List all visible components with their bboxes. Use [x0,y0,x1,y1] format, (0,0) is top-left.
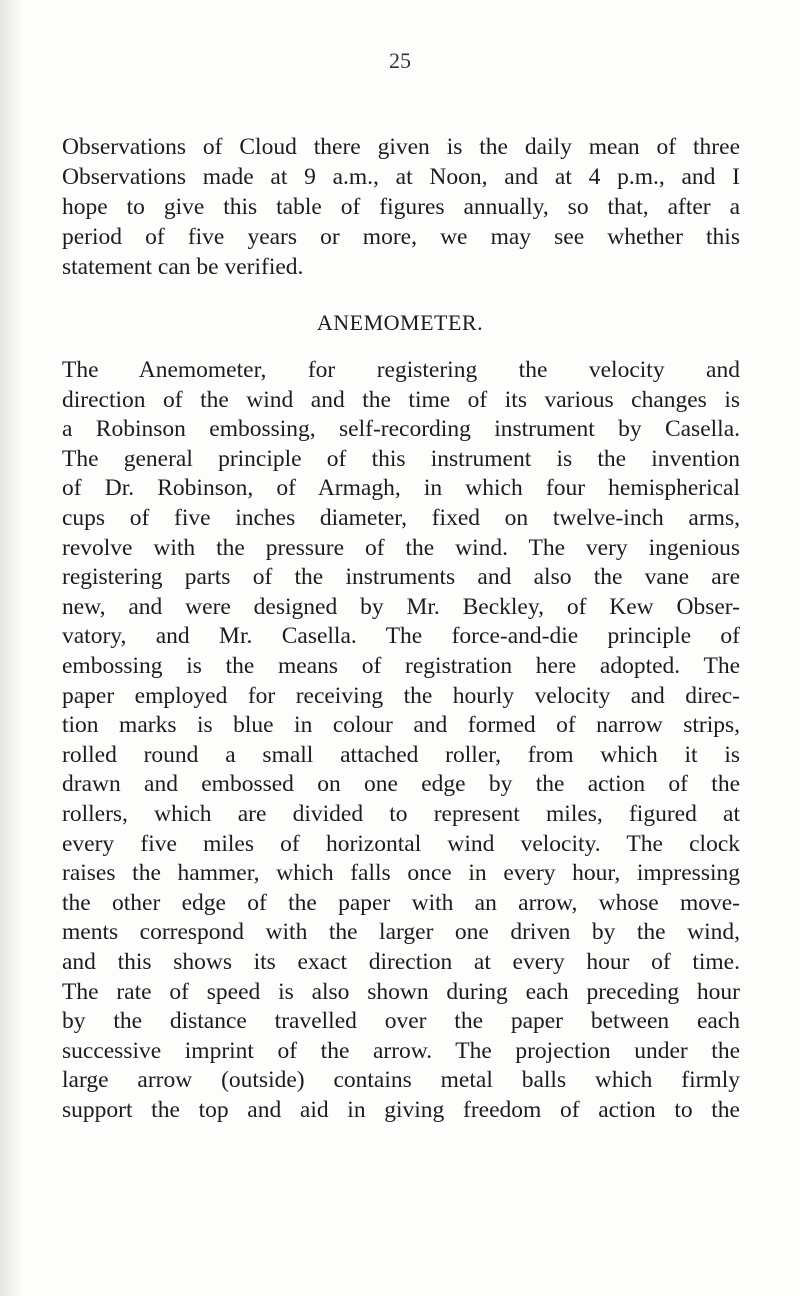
text-line: embossing is the means of registration here adopted. The [62,653,740,679]
text-line: the other edge of the paper with an arrow, whose move- [62,889,740,916]
text-line: and this shows its exact direction at every hour of time. [62,949,740,975]
text-line: raises the hammer, which falls once in every hour, impressing [62,860,740,887]
text-line: The general principle of this instrument is the invention [62,445,740,472]
text-line: cups of five inches diameter, fixed on twelve-inch arms, [62,505,740,531]
text-line: registering parts of the instruments and also the vane are [62,564,740,591]
text-line: Observations made at 9 a.m., at Noon, and at 4 p.m., and I [62,164,740,190]
text-line: direction of the wind and the time of its various changes is [62,386,740,413]
text-line: successive imprint of the arrow. The projection under the [62,1037,740,1064]
text-line: rolled round a small attached roller, from which it is [62,741,740,768]
text-line: Observations of Cloud there given is the daily mean of three [62,134,740,160]
text-line: large arrow (outside) contains metal balls which firmly [62,1067,740,1094]
text-line: paper employed for receiving the hourly velocity and direc- [62,682,740,709]
text-line: ments correspond with the larger one driven by the wind, [62,919,740,946]
text-line: new, and were designed by Mr. Beckley, of Kew Obser- [62,593,740,620]
text-line: every five miles of horizontal wind velocity. The clock [62,830,740,857]
scan-edge-shadow [0,0,22,1296]
text-line: drawn and embossed on one edge by the action of the [62,771,740,798]
text-line: period of five years or more, we may see whether this [62,224,740,250]
text-line: by the distance travelled over the paper between each [62,1008,740,1035]
text-line: revolve with the pressure of the wind. The very ingenious [62,534,740,561]
text-line: hope to give this table of figures annually, so that, after a [62,194,740,220]
text-line: a Robinson embossing, self-recording instrument by Casella. [62,416,740,443]
page-number: 25 [389,48,411,73]
text-line: of Dr. Robinson, of Armagh, in which four hemispherical [62,475,740,502]
text-line: The Anemometer, for registering the velocity and [62,357,740,383]
text-line: The rate of speed is also shown during each preceding hour [62,978,740,1005]
text-line: rollers, which are divided to represent miles, figured at [62,801,740,827]
section-heading: ANEMOMETER. [316,310,484,335]
text-line: statement can be verified. [62,254,304,280]
text-line: tion marks is blue in colour and formed of narrow strips, [62,712,740,739]
text-line: vatory, and Mr. Casella. The force-and-die principle of [62,623,740,650]
text-line: support the top and aid in giving freedom of action to the [62,1097,740,1123]
